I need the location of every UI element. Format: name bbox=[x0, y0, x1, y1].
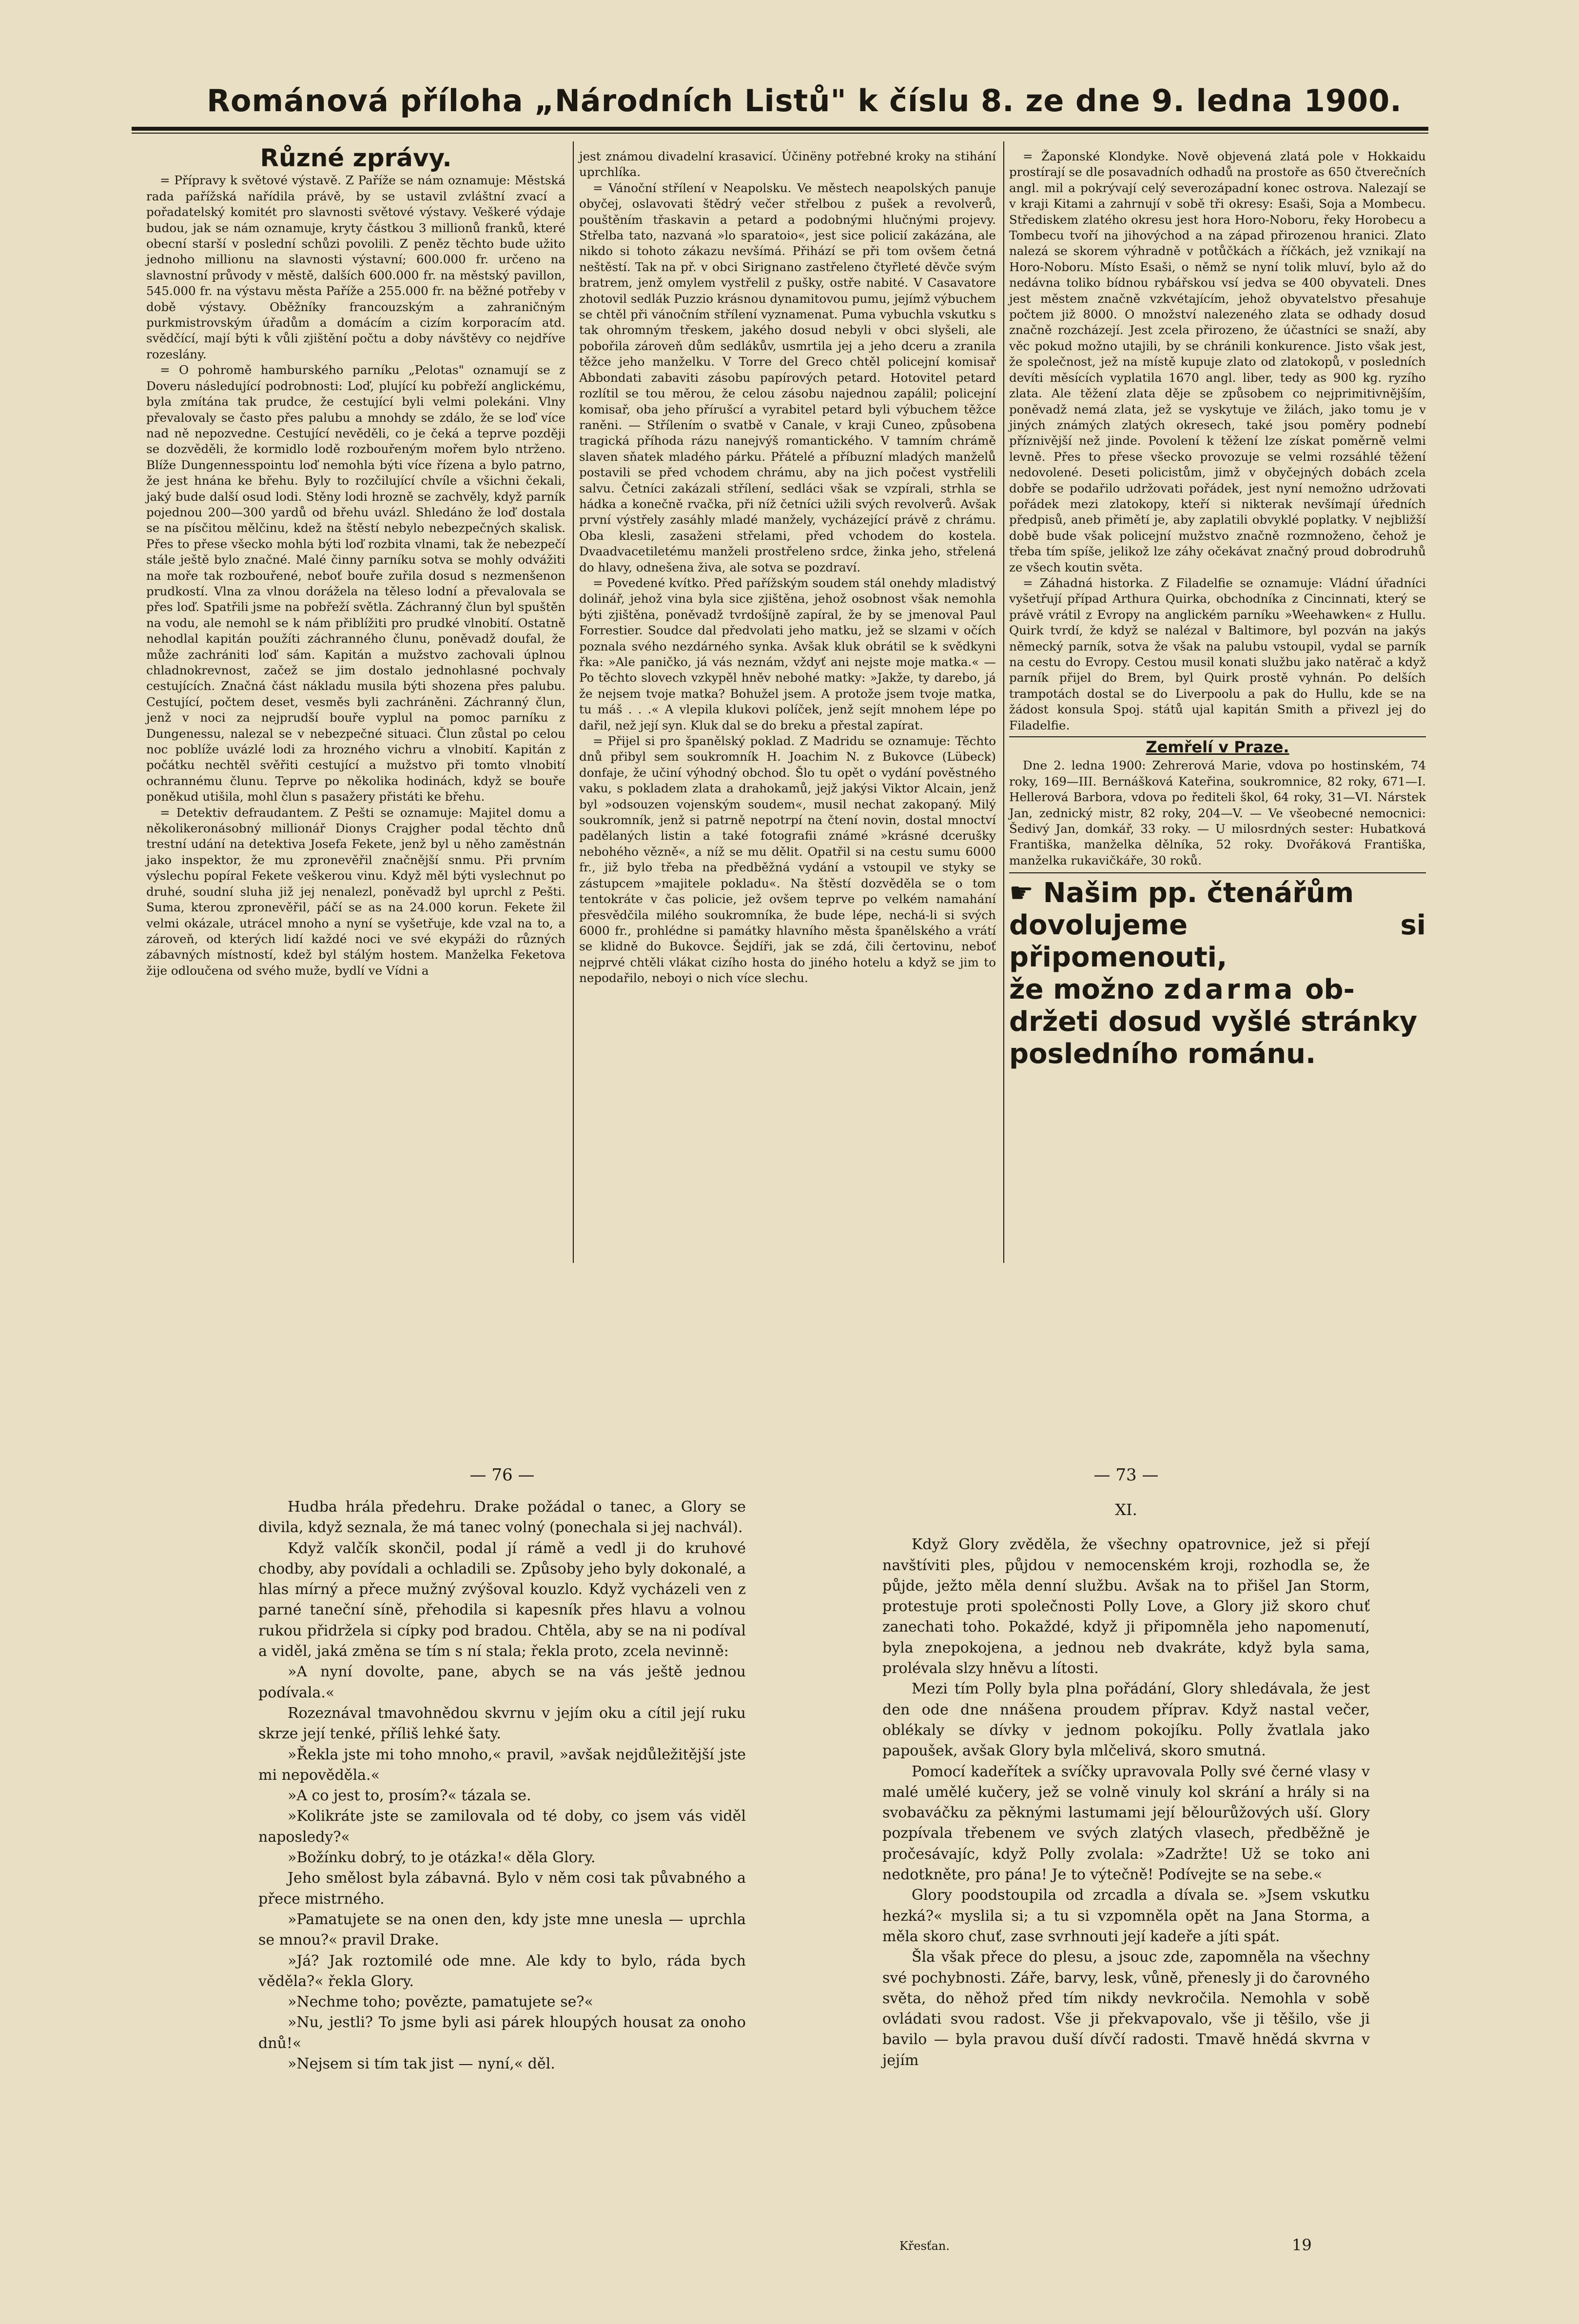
news-item-klondyke: = Žaponské Klondyke. Nově objevená zlatá pole v Hokkaidu prostírají se dle posavadních odhadů na prostoře as 650 čtverečních angl. mil a pokrývají celý severozápadní konec ostrova. Nalezají se v kraji Kitami a zahrnují v sobě tři okresy: Esaši, Soja a Mombecu. Střediskem zlatého okresu jest hora Horo-Noboru, řeky Horobecu a Tombecu tvoří na jihovýchod a na západ přirozenou hranici. Zlato nalezá se skorem výhradně v potůčkách a říčkách, jež vznikají na Horo-Noboru. Místo Esaši, o němž se nyní tolik mluví, bylo až do nedávna toliko bídnou rybářskou vsí jedva se 400 obyvateli. Dnes jest městem značně vzkvétajícím, jehož obyvatelstvo přesahuje počtem již 8000. O množství nalezeného zlata se odhady dosud značně rozcházejí. Jest zcela přirozeno, že účastníci se snaží, aby věc pokud možno utajili, by se chránili konkurence. Jisto však jest, že společnost, jež na místě kupuje zlato od zlatokopů, v posledních devíti měsících vyplatila 1670 angl. liber, tedy as 900 kg. ryzího zlata. Ale těžení zlata děje se způsobem co nejprimitivnějším, poněvadž nemá zlata, jež se vyskytuje ve žilách, jako tomu je v jiných známých zlatých okresech, také jsou poměry podnebí příznivější než jinde. Povolení k těžení lze získat poměrně velmi levně. Přes to přese všecko provozuje se velmi rozsáhlé těžení nedovolené. Deseti policistům, jimž v obyčejných dobách zcela dobře se podařilo udržovati pořádek, jest nyní nemožno udržovati pořádek mezi zlatokopy, kteří si nikterak nevšímají úředních předpisů, aneb přimětí je, aby zaplatili obvyklé poplatky. V nejbližší době bude však policejní mužstvo značně rozmnoženo, čehož je třeba tím spíše, jelikož lze záhy očekávat značný proud dobrodruhů ze všech koutin světa. bbox=[1009, 149, 1426, 574]
reader-notice bbox=[1009, 877, 1426, 1070]
news-item-povedene-kvitko: = Povedené kvítko. Před pařížským soudem stál onehdy mladistvý dolinář, jehož vina byla sice zjištěna, jehož osobnost však nemohla býti zjištěna, poněvadž tvrdošíjně zapíral, že by se jmenoval Paul Forrestier. Soudce dal předvolati jeho matku, jež se slzami v očích poznala svého nezdárného synka. Avšak kluk obrátil se k svědkyni řka: »Ale paničko, já vás neznám, vždyť ani nejste moje matka.« — Po těchto slovech vzkypěl hněv nebohé matky: »Jakže, ty darebo, já že nejsem tvoje matka? Bohužel jsem. A protože jsem tvoje matka, tu máš . . .« A vlepila klukovi políček, jenž sejít mnohem lépe po dařil, než její syn. Kluk dal se do breku a přestal zapírat. bbox=[579, 575, 996, 732]
footer-signature: 19 bbox=[1292, 2236, 1312, 2254]
novel-paragraph: Jeho smělost byla zábavná. Bylo v něm cosi tak půvabného a přece mistrného. bbox=[258, 1870, 746, 1908]
news-item-world-exhibition: = Přípravy k světové výstavě. Z Paříže se nám oznamuje: Městská rada pařížská nařídila právě, by se ustavil zvláštní zvací a pořadatelský komitét pro slavnosti světové výstavy. Veškeré výdaje budou, jak se nám oznamuje, kryty částkou 3 millionů franků, které obecní starší v poslední schůzi povolili. Z peněz těchto bude užito jednoho millionu na slavnosti výstavní; 600.000 fr. určeno na slavnostní průvody v městě, dalších 600.000 fr. na městský pavillon, 545.000 fr. na výstavu města Paříže a 255.000 fr. na běžné potřeby v době výstavy. Oběžníky francouzským a zahraničným purkmistrovským úřadům a domácím a cizím korporacím atd. svědčící, mají býti k vůli zjištění počtu a doby návštěvy co nejdříve rozeslány. bbox=[146, 173, 565, 361]
novel-paragraph: »Pamatujete se na onen den, kdy jste mne unesla — uprchla se mnou?« pravil Drake. bbox=[258, 1910, 746, 1949]
section-divider bbox=[1009, 736, 1426, 737]
novel-right-page bbox=[882, 1490, 1370, 2071]
novel-paragraph: »Řekla jste mi toho mnoho,« pravil, »avšak nejdůležitější jste mi nepověděla.« bbox=[258, 1746, 746, 1784]
novel-paragraph: Hudba hrála předehru. Drake požádal o tanec, a Glory se divila, když seznala, že má tanec volný (ponechala si jej nachvál). bbox=[258, 1498, 746, 1536]
news-column-3 bbox=[1009, 149, 1426, 1070]
notice-free-word: zdarma bbox=[1164, 974, 1296, 1006]
novel-paragraph: »Božínku dobrý, to je otázka!« děla Glory. bbox=[288, 1849, 596, 1867]
novel-paragraph: »Já? Jak roztomilé ode mne. Ale kdy to bylo, ráda bych věděla?« řekla Glory. bbox=[258, 1952, 746, 1990]
deaths-heading: Zemřelí v Praze. bbox=[1146, 738, 1289, 757]
news-heading: Různé zprávy. bbox=[260, 144, 452, 172]
novel-paragraph: »Nechme toho; povězte, pamatujete se?« bbox=[288, 1993, 593, 2011]
masthead: Románová příloha „Národních Listů" k číslu 8. ze dne 9. ledna 1900. bbox=[207, 83, 1402, 118]
novel-paragraph: Pomocí kadeřítek a svíčky upravovala Polly své černé vlasy v malé umělé kučery, jež se volně vinuly kol skrání a hrály si na svobaváčku za pěknými lastumami její bělourůžových uší. Glory pozpívala třebenem ve svých zlatých vlasech, předběžně je pročesávajíc, když Polly zvolala: »Zadržte! Už se toko ani nedotkněte, pro pána! Je to výtečně! Podívejte se na sebe.« bbox=[882, 1763, 1370, 1884]
novel-paragraph: Glory poodstoupila od zrcadla a dívala se. »Jsem vskutku hezká?« myslila si; a tu si vzpomněla opět na Jana Storma, a měla skoro chuť, zase svrhnouti její kadeře a jíti spát. bbox=[882, 1887, 1370, 1945]
pointing-hand-icon: ☛ bbox=[1009, 877, 1034, 909]
news-item-spanish-treasure: = Přijel si pro španělský poklad. Z Madridu se oznamuje: Těchto dnů přibyl sem soukromník H. Joachim N. z Bukovce (Lübeck) donfaje, že učiní výhodný obchod. Šlo tu opět o vydání pověstného vaku, s pokladem zlata a drahokamů, jejž jakýsi Viktor Alcain, jenž byl »odsouzen vojenským soudem«, musil nechat zakopaný. Milý soukromník, jenž si patrně nepotrpí na čtení novin, dostal mnoctví padělaných listin a také fotografii známé »krásné dcerušky nebohého vězně«, a níž se mu dělit. Opatřil si na cestu sumu 6000 fr., již bylo třeba na předběžná vydání a vstoupil ve styky se zástupcem »majitele pokladu«. Na štěstí dozvěděla se o tom tentokráte v čas policie, jež ovšem teprve po velkém namahání přesvědčila milého soukromníka, že bude lépe, nechá-li si svých 6000 fr., prohlédne si památky hlavního města španělského a vrátí se klidně do Bukovce. Šejdíři, jak se zdá, čili čertovinu, neboť nejprvé chtěli vlákat cizího hosta do jiného hotelu a když se jim to nepodařilo, neboyi o nich více slechu. bbox=[579, 734, 996, 985]
novel-paragraph: Když valčík skončil, podal jí rámě a vedl ji do kruhové chodby, aby povídali a ochladili se. Způsoby jeho byly dokonalé, a hlas mírný a přece mužný zvýšoval kouzlo. Když vycházeli ven z parné taneční síně, přehodila si kapesník přes hlavu a volnou rukou přidržela si cípky pod bradou. Chtěla, aby se na ni podíval a viděl, jaká změna se tím s ní stala; řekla proto, zcela nevinně: bbox=[258, 1539, 746, 1660]
novel-paragraph: Rozeznával tmavohnědou skvrnu v jejím oku a cítil její ruku skrze její tenké, příliš lehké šaty. bbox=[258, 1704, 746, 1743]
news-item-mysterious-story: = Záhadná historka. Z Filadelfie se oznamuje: Vládní úřadníci vyšetřují případ Arthura Quirka, obchodníka z Cincinnati, který se právě vrátil z Evropy na anglickém parníku »Weehawken« z Hullu. Quirk tvrdí, že když se nalézal v Baltimore, byl pozván na jakýs německý parník, sotva že však na palubu vstoupil, vydal se parník na cestu do Evropy. Cestou musil konati službu jako natěrač a když parník přijel do Brem, byl Quirk prostě vyhnán. Po delších trampotách dostal se do Liverpoolu a pak do Hullu, kde se na žádost konsula Spoj. států ujal kapitán Smith a přivezl jej do Filadelfie. bbox=[1009, 575, 1426, 732]
notice-line: posledního románu. bbox=[1009, 1038, 1316, 1070]
news-item-detective: = Detektiv defraudantem. Z Pešti se oznamuje: Majitel domu a několikeronásobný millionář Dionys Crajgher podal těchto dnů trestní udání na detektiva Josefa Fekete, jenž byl u něho zaměstnán jako inspektor, že mu zpronevěřil značnější snmu. Při prvním výslechu popíral Fekete veškerou vinu. Když měl býti vyslechnut po druhé, soudní sluha již jej nenalezl, poněvadž byl uprchl z Pešti. Suma, kterou zpronevěřil, páčí se as na 24.000 korun. Fekete žil velmi okázale, utrácel mnoho a nyní se vyšetřuje, kde vzal na to, a zároveň, od kterých lidí každé noci ve své ekypáži do různých zábavných místností, kdež byl stálým hostem. Manželka Feketova žije odloučena od svého muže, bydlí ve Vídni a bbox=[146, 805, 565, 978]
novel-paragraph: »Kolikráte jste se zamilovala od té doby, co jsem vás viděl naposledy?« bbox=[258, 1808, 746, 1846]
news-column-2 bbox=[579, 149, 996, 986]
novel-paragraph: »Nejsem si tím tak jist — nyní,« děl. bbox=[288, 2055, 555, 2073]
news-item-pelotas: = O pohromě hamburského parníku „Pelotas" oznamují se z Doveru následující podrobnosti: Loď, plující ku pobřeží anglickému, byla zmítána tak prudce, že cestující byli velmi polekáni. Vlny převalovaly se často přes palubu a mnohdy se zdálo, že se loď více nad ně nepozvedne. Cestující nevěděli, co je čeká a teprve později se dozvěděli, že kormidlo lodě rozbouřeným mořem bylo ntrženo. Blíže Dungennesspointu loď nemohla býti více řízena a bylo patrno, že jest hnána ke břehu. Byly to rozčilující chvíle a všichni čekali, jaký bude další osud lodi. Stěny lodi hrozně se zachvěly, když parník pojednou 200—300 yardů od břehu uvázl. Shledáno že loď dostala se na písčitou mělčinu, kdež na štěstí nebylo nebezpečných skalisk. Přes to přese všecko mohla býti loď rozbita vlnami, tak že nebezpečí stále ještě bylo značné. Malé činny parníku sotva se mohly odvážiti na moře tak rozbouřené, neboť bouře zuřila dosud s nezmenšenon prudkostí. Vlna za vlnou dorážela na těleso lodní a převalovala se přes loď. Spatřili jsme na pobřeží světla. Záchranný člun byl spuštěn na vodu, ale nemohl se k nám přiblížiti pro prudké vlnobití. Ostatně nehodlal kapitán použíti záchranného člunu, poněvadž doufal, že může zachrániti loď sám. Kapitán a mužstvo zachovali úplnou chladnokrevnost, začež se jim dostalo jednohlasné pochvaly cestujících. Značná část nákladu musila býti shozena přes palubu. Cestující, počtem deset, vesměs byli zachráněni. Záchranný člun, jenž v noci za nejprudší bouře vyplul na pomoc parníku z Dungenessu, nalezal se v nebezpečné situaci. Člun zůstal po celou noc poblíže uvázlé lodi za hrozného vichru a vlnobití. Kapitán z počátku nechtěl svěřiti cestující a mužstvo při tomto vlnobití ochrannému člunu. Teprve po několika hodinách, když se bouře poněkud utišila, mohl člun s pasažery přistáti ke břehu. bbox=[146, 363, 565, 804]
section-divider bbox=[1009, 872, 1426, 873]
notice-line: že možno bbox=[1009, 974, 1154, 1006]
column-divider bbox=[573, 141, 574, 1263]
notice-line: dovolujeme si připomenouti, bbox=[1009, 909, 1426, 974]
notice-line: držeti dosud vyšlé stránky bbox=[1009, 1006, 1418, 1038]
notice-line: ob- bbox=[1305, 974, 1355, 1006]
chapter-number: XI. bbox=[1115, 1500, 1137, 1519]
news-item-detective-end: jest známou divadelní krasavicí. Účinёny potřebné kroky na stihání uprchlíka. bbox=[579, 149, 996, 179]
page-number-left: — 76 — bbox=[469, 1465, 535, 1485]
column-divider bbox=[1003, 141, 1004, 1263]
novel-paragraph: »A nyní dovolte, pane, abych se na vás ještě jednou podívala.« bbox=[258, 1663, 746, 1701]
novel-paragraph: »Nu, jestli? To jsme byli asi párek hloupých housat za onoho dnů!« bbox=[258, 2014, 746, 2052]
masthead-rule bbox=[132, 127, 1428, 131]
novel-paragraph: Když Glory zvěděla, že všechny opatrovnice, jež si přejí navštíviti ples, půjdou v nemocenském kroji, rozhodla se, že půjde, ježto měla denní službu. Avšak na to přišel Jan Storm, protestuje proti společnosti Polly Love, a Glory již skoro chuť zanechati toho. Pokaždé, když ji připomněla jeho napomenutí, byla znepokojena, a jednou neb dvakráte, když byla sama, prolévala slzy hněvu a lítosti. bbox=[882, 1536, 1370, 1677]
novel-paragraph: Mezi tím Polly byla plna pořádání, Glory shledávala, že jest den ode dne nnášena proudem příprav. Když nastal večer, oblékaly se dívky v jednom pokojíku. Polly žvatlala jako papoušek, avšak Glory byla mlčelivá, skoro smutná. bbox=[882, 1680, 1370, 1760]
footer-title: Křesťan. bbox=[899, 2239, 950, 2253]
novel-paragraph: »A co jest to, prosím?« tázala se. bbox=[288, 1787, 531, 1805]
novel-paragraph: Šla však přece do plesu, a jsouc zde, zapomněla na všechny své pochybnosti. Záře, barvy, lesk, vůně, přenesly ji do čarovného světa, do něhož před tím nikdy nevkročila. Nemohla v sobě ovládati svou radost. Vše ji překvapovalo, vše ji těšilo, vše ji bavilo — byla pravou duší dívčí radosti. Tmavě hnědá skvrna v jejím bbox=[882, 1949, 1370, 2069]
novel-left-page bbox=[258, 1497, 746, 2074]
notice-line: Našim pp. čtenářům bbox=[1043, 877, 1354, 909]
deaths-list: Dne 2. ledna 1900: Zehrerová Marie, vdova po hostinském, 74 roky, 169—III. Bernášková Kateřina, soukromnice, 82 roky, 671—I. Hellerová Barbora, vdova po řediteli škol, 64 roky, 31—VI. Nárstek Jan, zednický mistr, 82 roky, 204—V. — Ve všeobecné nemocnici: Šedivý Jan, domkář, 33 roky. — U milosrdných sester: Hubatková Františka, manželka dělníka, 52 roky. Dvořáková Františka, manželka rukavičkáře, 30 roků. bbox=[1009, 758, 1426, 867]
news-item-christmas-shooting: = Vánoční střílení v Neapolsku. Ve městech neapolských panuje obyčej, oslavovati štědrý večer střelbou z pušek a revolverů, pouštěním třaskavin a petard a podobnými hlučnými projevy. Střelba tato, nazvaná »lo sparatoio«, jest sice policií zakázána, ale nikdo si tohoto zákazu nevšímá. Přihází se při tom ovšem četná neštěstí. Tak na př. v obci Sirignano zastřeleno čtyřleté děvče svým bratrem, jenž omylem vystřelil z pušky, ostře nabité. V Casavatore zhotovil sedlák Puzzio krásnou dynamitovou pumu, jejímž výbuchem se chtěl při vánočním střílení vyznamenat. Puma vybuchla vskutku s tak ohromným třeskem, jakého dosud nebyli v obci slyšeli, ale pobořila zároveň dům sedlákův, usmrtila jej a jeho dceru a zranila těžce jeho manželku. V Torre del Greco chtěl policejní komisař Abbondati zabaviti zásobu papírových petard. Hotovitel petard rozlítil se tou měrou, že celou zásobu najednou zapálil; policejní komisař, oba jeho přírušcí a vyrabitel petard byli výbuchem těžce raněni. — Střílením o svatbě v Canale, v kraji Cuneo, způsobena tragická příhoda rázu nanejvýš romantického. V tamním chrámě slaven sňatek mladého párku. Přátelé a příbuzní mladých manželů postavili se před vchodem chrámu, aby na jich počest vystřelili salvu. Četníci zakázali střílení, sedláci však se vzpírali, strhla se hádka a konečně rvačka, při níž četníci užili svých revolverů. Avšak první výstřely zasáhly mladé manžely, vycházející právě z chrámu. Oba klesli, zasaženi střelami, před vchodem do kostela. Dvaadvacetiletému manželi prostřeleno srdce, žinka jeho, střelená do hlavy, odnešena živa, ale sotva se pozdraví. bbox=[579, 180, 996, 574]
page-number-right: — 73 — bbox=[1093, 1465, 1159, 1485]
masthead-rule-thin bbox=[132, 133, 1428, 134]
news-column-1 bbox=[146, 146, 565, 979]
